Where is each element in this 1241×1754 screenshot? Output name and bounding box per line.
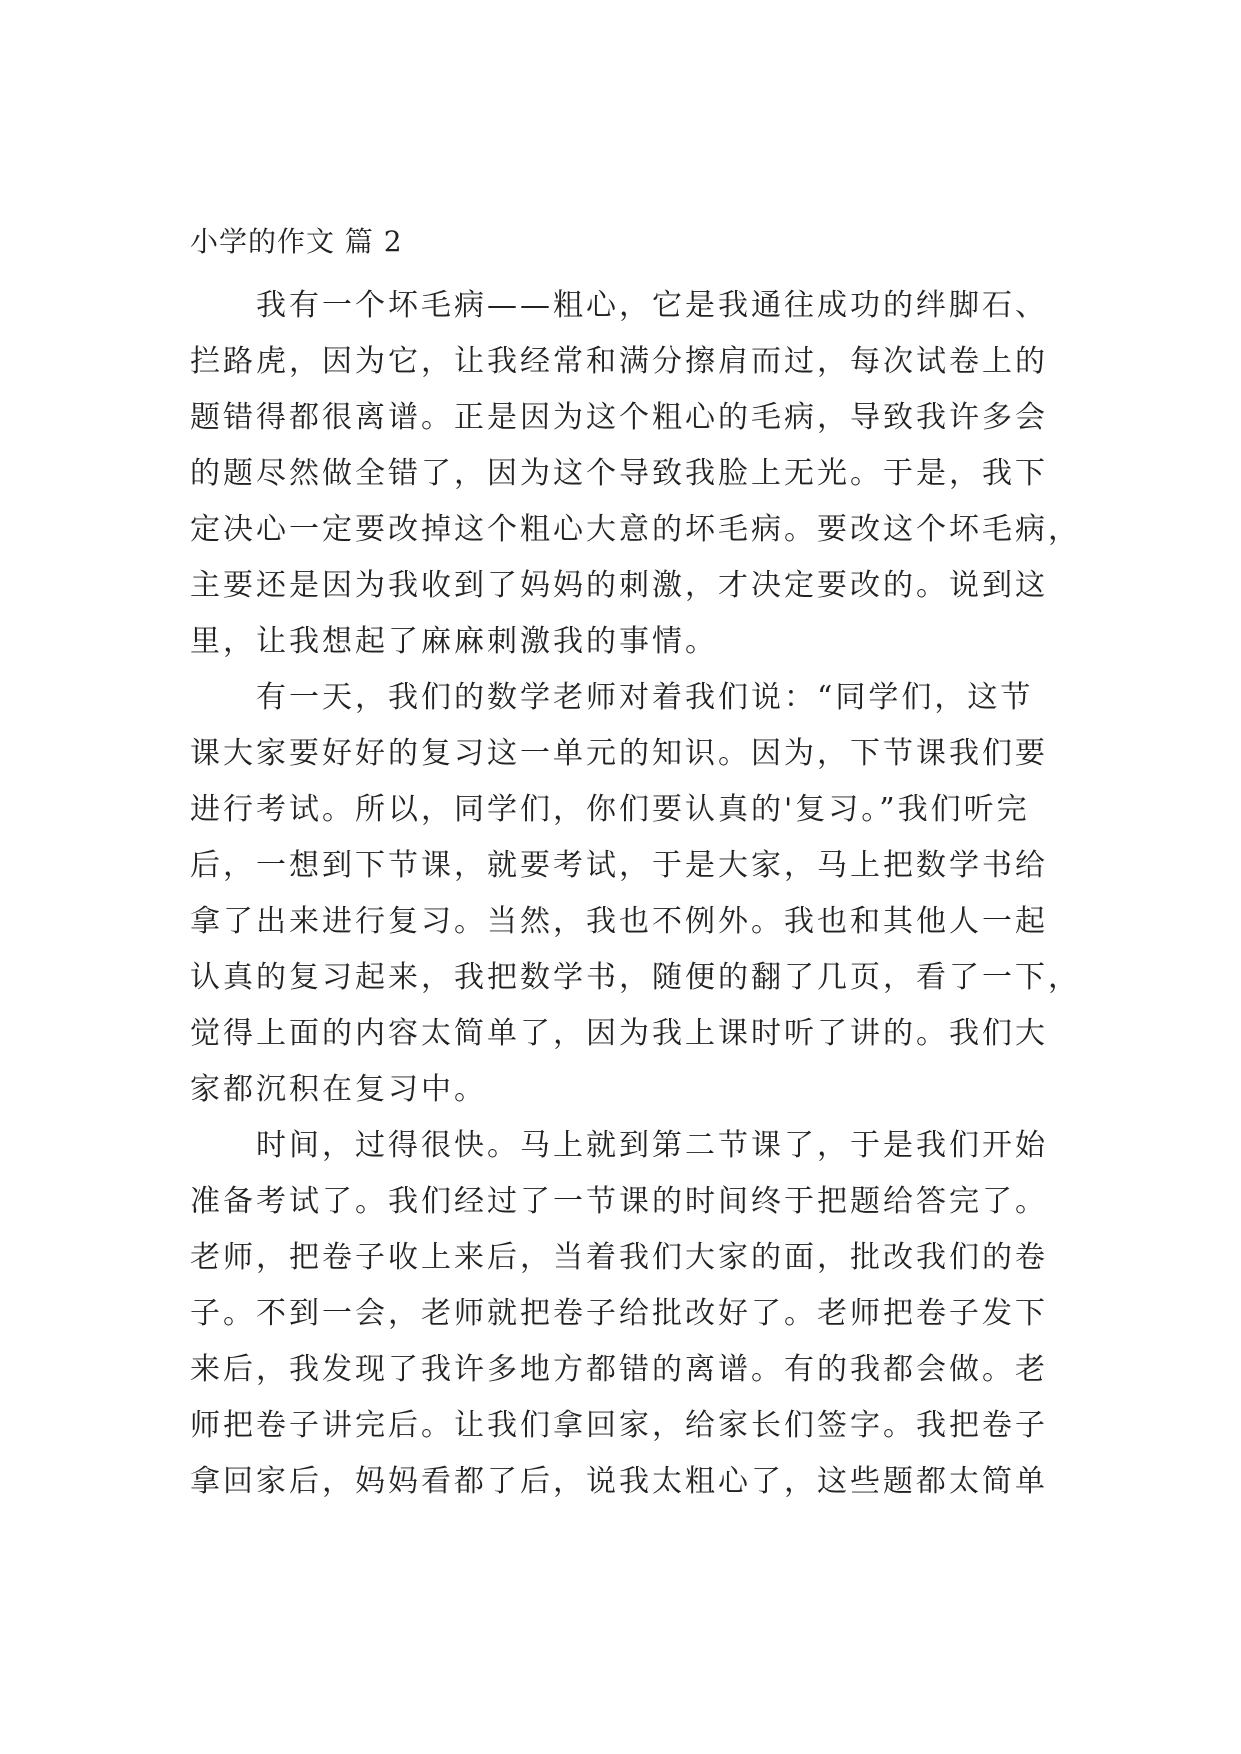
paragraph-line: 认真的复习起来，我把数学书，随便的翻了几页，看了一下， (190, 960, 1081, 995)
paragraph-line: 题错得都很离谱。正是因为这个粗心的毛病，导致我许多会 (190, 400, 1048, 435)
paragraph-line: 拿了出来进行复习。当然，我也不例外。我也和其他人一起 (190, 904, 1048, 939)
paragraph-line: 准备考试了。我们经过了一节课的时间终于把题给答完了。 (190, 1184, 1048, 1219)
paragraph-line: 的题尽然做全错了，因为这个导致我脸上无光。于是，我下 (190, 456, 1048, 491)
paragraph-line: 拦路虎，因为它，让我经常和满分擦肩而过，每次试卷上的 (190, 344, 1048, 379)
paragraph-line: 拿回家后，妈妈看都了后，说我太粗心了，这些题都太简单 (190, 1464, 1048, 1499)
paragraph-line: 时间，过得很快。马上就到第二节课了，于是我们开始 (256, 1128, 1048, 1163)
paragraph-line: 里，让我想起了麻麻刺激我的事情。 (190, 624, 718, 659)
paragraph-line: 进行考试。所以，同学们，你们要认真的'复习。”我们听完 (190, 792, 1030, 827)
paragraph-line: 课大家要好好的复习这一单元的知识。因为，下节课我们要 (190, 736, 1048, 771)
paragraph-line: 子。不到一会，老师就把卷子给批改好了。老师把卷子发下 (190, 1296, 1048, 1331)
paragraph-line: 我有一个坏毛病——粗心，它是我通往成功的绊脚石、 (256, 288, 1048, 323)
paragraph-line: 主要还是因为我收到了妈妈的刺激，才决定要改的。说到这 (190, 568, 1048, 603)
paragraph-line: 家都沉积在复习中。 (190, 1072, 487, 1107)
paragraph-line: 来后，我发现了我许多地方都错的离谱。有的我都会做。老 (190, 1352, 1048, 1387)
paragraph-line: 有一天，我们的数学老师对着我们说：“同学们，这节 (256, 680, 1034, 715)
paragraph-line: 后，一想到下节课，就要考试，于是大家，马上把数学书给 (190, 848, 1048, 883)
paragraph-line: 觉得上面的内容太简单了，因为我上课时听了讲的。我们大 (190, 1016, 1048, 1051)
document-title: 小学的作文 篇 2 (190, 225, 403, 258)
paragraph-line: 定决心一定要改掉这个粗心大意的坏毛病。要改这个坏毛病， (190, 512, 1081, 547)
document-body (190, 278, 1081, 1510)
paragraph-line: 师把卷子讲完后。让我们拿回家，给家长们签字。我把卷子 (190, 1408, 1048, 1443)
paragraph-line: 老师，把卷子收上来后，当着我们大家的面，批改我们的卷 (190, 1240, 1048, 1275)
